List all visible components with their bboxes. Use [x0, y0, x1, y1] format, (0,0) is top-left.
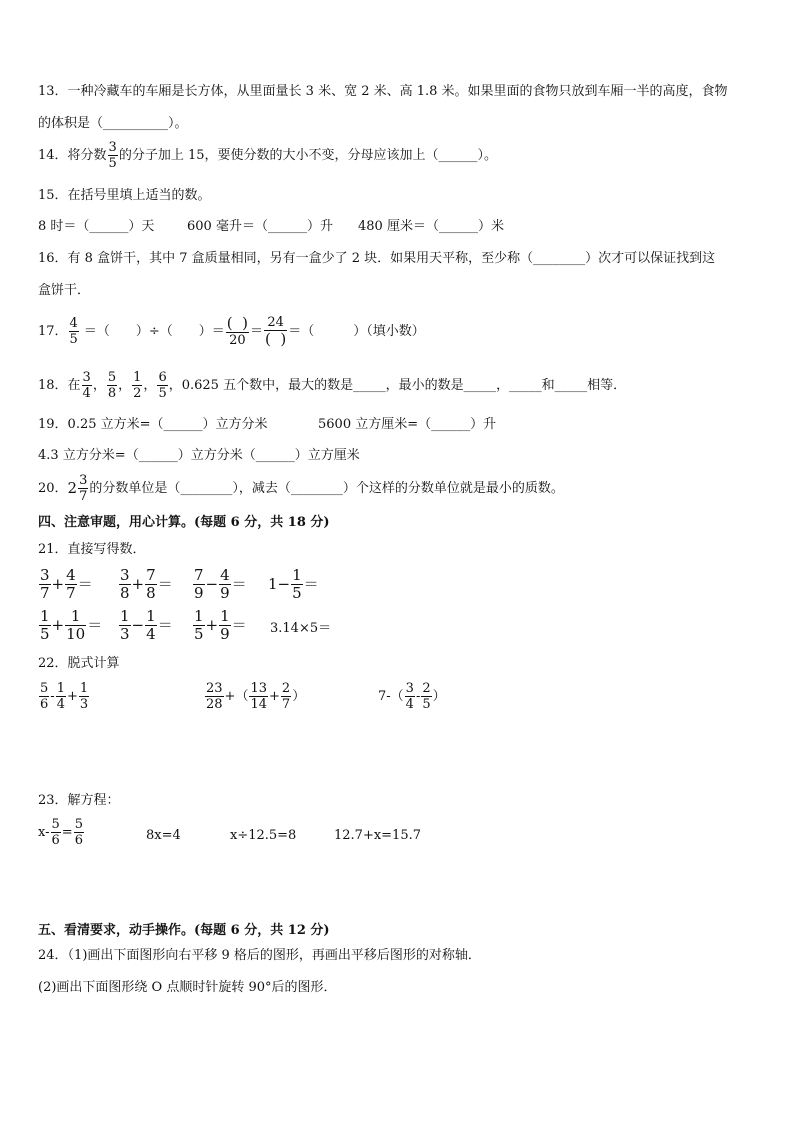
q23-title: 23．解方程： — [38, 793, 120, 808]
q18-frac-3: $\frac{1}{2}$ — [133, 370, 142, 401]
q18-frac-4: $\frac{6}{5}$ — [158, 370, 167, 401]
q20-mixed-number: 2 $\frac{3}{7}$ — [67, 473, 88, 504]
q23-eq1: x- $\frac{5}{6}$ = $\frac{5}{6}$ — [38, 817, 83, 848]
q21-row2-item1: $\frac{1}{5}$ + $\frac{1}{10}$ ＝ — [40, 607, 103, 643]
q13-line1: 13．一种冷藏车的车厢是长方体，从里面量长 3 米、宽 2 米、高 1.8 米。如果里面的食物只放到车厢一半的高度，食物 — [38, 84, 728, 99]
q20-post: 的分数单位是（________），减去（________）个这样的分数单位就是最小的质数。 — [89, 481, 564, 496]
q17-frac-2: $\frac{( )}{20}$ — [226, 314, 248, 348]
q22-expr2: $\frac{23}{28}$ +（ $\frac{13}{14}$ + $\frac{2}{7}$ ） — [206, 681, 306, 712]
q18: 18．在 $\frac{3}{4}$ ， $\frac{5}{8}$ ， $\frac{1}{2}$ ， $\frac{6}{5}$ ，0.625 五个数中，最大的数是_____，最小的数是_____，_____和_____相等． — [38, 370, 627, 401]
q22-expr3: 7-（ $\frac{3}{4}$ - $\frac{2}{5}$ ） — [378, 681, 446, 712]
q17 — [38, 316, 425, 347]
q19-line2: 4.3 立方分米=（______）立方分米（______）立方厘米 — [38, 448, 360, 463]
q20-pre: 20． — [38, 481, 68, 496]
q15-item-3: 480 厘米＝（______）米 — [358, 219, 504, 234]
q15-item-2: 600 毫升＝（______）升 — [187, 219, 333, 234]
q21-row1-item1: $\frac{3}{7}$ + $\frac{4}{7}$ ＝ — [40, 566, 93, 602]
q18-frac-1: $\frac{3}{4}$ — [82, 370, 91, 401]
q14 — [38, 141, 497, 170]
q21-row2-item2: $\frac{1}{3}$ − $\frac{1}{4}$ ＝ — [120, 607, 173, 643]
q20 — [38, 474, 564, 503]
q24-line1: 24．（1)画出下面图形向右平移 9 格后的图形，再画出平移后图形的对称轴． — [38, 948, 481, 963]
q21-title: 21．直接写得数． — [38, 542, 146, 557]
q21-row2-item3: $\frac{1}{5}$ + $\frac{1}{9}$ ＝ — [194, 607, 247, 643]
q16-line2: 盒饼干． — [38, 283, 91, 298]
section-5-title: 五、看清要求，动手操作。(每题 6 分，共 12 分) — [38, 923, 330, 938]
q24-line2: (2)画出下面图形绕 O 点顺时针旋转 90°后的图形． — [38, 980, 337, 995]
q21-row1-item3: $\frac{7}{9}$ − $\frac{4}{9}$ ＝ — [194, 566, 247, 602]
q14-pre: 14．将分数 — [38, 148, 107, 163]
q15-item-1: 8 时＝（______）天 — [38, 219, 155, 234]
q17-frac-1: $\frac{4}{5}$ — [69, 316, 78, 347]
q21-row2-item4: 3.14×5＝ — [270, 621, 332, 636]
q21-row1-item2: $\frac{3}{8}$ + $\frac{7}{8}$ ＝ — [120, 566, 173, 602]
q19-line1a: 19．0.25 立方米=（______）立方分米 — [38, 417, 268, 432]
q17-tail: ＝（ ）（填小数） — [288, 324, 425, 339]
q18-post: ，0.625 五个数中，最大的数是_____，最小的数是_____，_____和_____相等． — [168, 378, 627, 393]
q21-row1-item4: 1 − $\frac{1}{5}$ ＝ — [268, 566, 319, 602]
q15-title: 15．在括号里填上适当的数。 — [38, 188, 211, 203]
q17-label: 17． — [38, 324, 68, 339]
q14-fraction: $\frac{3}{5}$ — [108, 140, 117, 171]
q18-pre: 18．在 — [38, 378, 81, 393]
section-4-title: 四、注意审题，用心计算。(每题 6 分，共 18 分) — [38, 515, 330, 530]
q22-title: 22．脱式计算 — [38, 656, 120, 671]
q17-frac-3: $\frac{24}{( )}$ — [265, 315, 287, 348]
q14-post: 的分子加上 15，要使分数的大小不变，分母应该加上（______）。 — [118, 148, 498, 163]
q23-eq2: 8x=4 — [146, 828, 181, 843]
q23-eq4: 12.7+x=15.7 — [334, 828, 422, 843]
q17-eq: ＝ — [249, 324, 263, 339]
q13-line2: 的体积是（__________）。 — [38, 116, 188, 131]
q22-expr1: $\frac{5}{6}$ - $\frac{1}{4}$ + $\frac{1}{3}$ — [40, 681, 89, 712]
q19-line1b: 5600 立方厘米=（______）升 — [318, 417, 497, 432]
q16-line1: 16．有 8 盒饼干，其中 7 盒质量相同，另有一盒少了 2 块．如果用天平称，至少称（________）次才可以保证找到这 — [38, 251, 716, 266]
q18-frac-2: $\frac{5}{8}$ — [107, 370, 117, 401]
q17-division: ＝（ ）÷（ ）＝ — [83, 324, 225, 339]
q23-eq3: x÷12.5=8 — [230, 828, 297, 843]
